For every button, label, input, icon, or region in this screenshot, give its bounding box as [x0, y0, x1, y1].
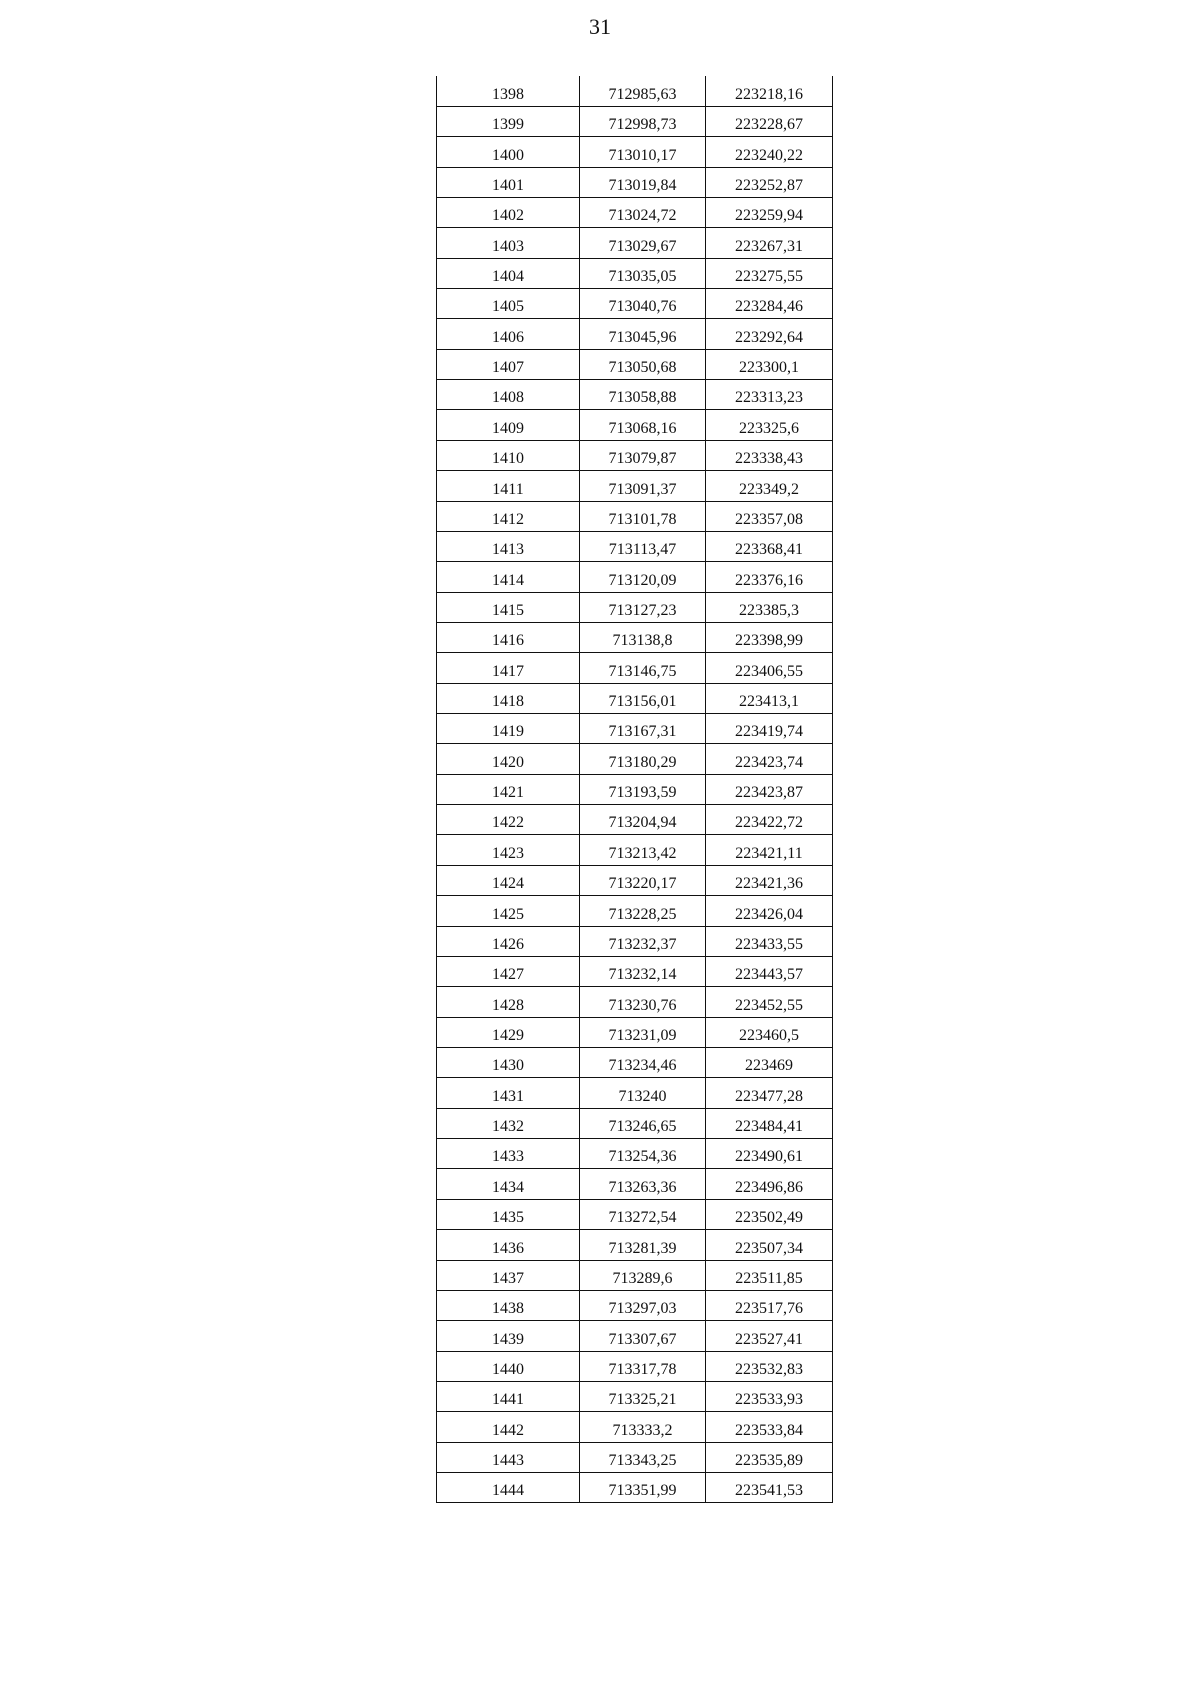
- x-coordinate-cell: 713045,96: [580, 319, 706, 349]
- y-coordinate-cell: 223477,28: [706, 1078, 833, 1108]
- y-coordinate-cell: 223421,11: [706, 835, 833, 865]
- point-number-cell: 1399: [437, 106, 580, 136]
- table-row: [437, 1048, 833, 1078]
- y-coordinate-cell: 223511,85: [706, 1260, 833, 1290]
- x-coordinate-cell: 713091,37: [580, 471, 706, 501]
- point-number-cell: 1426: [437, 926, 580, 956]
- table-row: [437, 380, 833, 410]
- point-number-cell: 1421: [437, 774, 580, 804]
- table-row: [437, 1139, 833, 1169]
- y-coordinate-cell: 223325,6: [706, 410, 833, 440]
- table-row: [437, 622, 833, 652]
- table-row: [437, 926, 833, 956]
- y-coordinate-cell: 223532,83: [706, 1351, 833, 1381]
- table-row: [437, 1351, 833, 1381]
- table-row: [437, 228, 833, 258]
- page-number: 31: [589, 14, 611, 39]
- x-coordinate-cell: 713010,17: [580, 137, 706, 167]
- table-row: [437, 289, 833, 319]
- y-coordinate-cell: 223240,22: [706, 137, 833, 167]
- point-number-cell: 1434: [437, 1169, 580, 1199]
- point-number-cell: 1406: [437, 319, 580, 349]
- y-coordinate-cell: 223423,87: [706, 774, 833, 804]
- point-number-cell: 1427: [437, 956, 580, 986]
- point-number-cell: 1431: [437, 1078, 580, 1108]
- y-coordinate-cell: 223502,49: [706, 1199, 833, 1229]
- table-row: [437, 1078, 833, 1108]
- point-number-cell: 1430: [437, 1048, 580, 1078]
- table-row: [437, 137, 833, 167]
- point-number-cell: 1442: [437, 1412, 580, 1442]
- point-number-cell: 1412: [437, 501, 580, 531]
- table-row: [437, 1260, 833, 1290]
- table-row: [437, 956, 833, 986]
- x-coordinate-cell: 713050,68: [580, 349, 706, 379]
- point-number-cell: 1403: [437, 228, 580, 258]
- table-row: [437, 471, 833, 501]
- point-number-cell: 1407: [437, 349, 580, 379]
- point-number-cell: 1413: [437, 531, 580, 561]
- table-row: [437, 440, 833, 470]
- y-coordinate-cell: 223484,41: [706, 1108, 833, 1138]
- table-row: [437, 1473, 833, 1503]
- point-number-cell: 1439: [437, 1321, 580, 1351]
- x-coordinate-cell: 713351,99: [580, 1473, 706, 1503]
- table-row: [437, 167, 833, 197]
- y-coordinate-cell: 223313,23: [706, 380, 833, 410]
- x-coordinate-cell: 713019,84: [580, 167, 706, 197]
- x-coordinate-cell: 713317,78: [580, 1351, 706, 1381]
- x-coordinate-cell: 713079,87: [580, 440, 706, 470]
- point-number-cell: 1415: [437, 592, 580, 622]
- x-coordinate-cell: 713204,94: [580, 805, 706, 835]
- table-row: [437, 1412, 833, 1442]
- table-row: [437, 683, 833, 713]
- x-coordinate-cell: 713220,17: [580, 865, 706, 895]
- y-coordinate-cell: 223496,86: [706, 1169, 833, 1199]
- point-number-cell: 1441: [437, 1381, 580, 1411]
- x-coordinate-cell: 713234,46: [580, 1048, 706, 1078]
- table-row: [437, 349, 833, 379]
- point-number-cell: 1435: [437, 1199, 580, 1229]
- table-row: [437, 896, 833, 926]
- y-coordinate-cell: 223443,57: [706, 956, 833, 986]
- table-row: [437, 531, 833, 561]
- point-number-cell: 1411: [437, 471, 580, 501]
- table-row: [437, 1169, 833, 1199]
- table-row: [437, 865, 833, 895]
- table-row: [437, 197, 833, 227]
- table-row: [437, 1017, 833, 1047]
- x-coordinate-cell: 713146,75: [580, 653, 706, 683]
- y-coordinate-cell: 223460,5: [706, 1017, 833, 1047]
- table-row: [437, 562, 833, 592]
- table-row: [437, 1230, 833, 1260]
- point-number-cell: 1418: [437, 683, 580, 713]
- table-row: [437, 1381, 833, 1411]
- x-coordinate-cell: 713138,8: [580, 622, 706, 652]
- x-coordinate-cell: 713307,67: [580, 1321, 706, 1351]
- y-coordinate-cell: 223419,74: [706, 714, 833, 744]
- table-row: [437, 714, 833, 744]
- point-number-cell: 1420: [437, 744, 580, 774]
- x-coordinate-cell: 713246,65: [580, 1108, 706, 1138]
- table-row: [437, 835, 833, 865]
- y-coordinate-cell: 223275,55: [706, 258, 833, 288]
- table-row: [437, 501, 833, 531]
- y-coordinate-cell: 223406,55: [706, 653, 833, 683]
- y-coordinate-cell: 223284,46: [706, 289, 833, 319]
- x-coordinate-cell: 712998,73: [580, 106, 706, 136]
- point-number-cell: 1400: [437, 137, 580, 167]
- x-coordinate-cell: 713127,23: [580, 592, 706, 622]
- y-coordinate-cell: 223218,16: [706, 76, 833, 106]
- point-number-cell: 1436: [437, 1230, 580, 1260]
- x-coordinate-cell: 712985,63: [580, 76, 706, 106]
- y-coordinate-cell: 223452,55: [706, 987, 833, 1017]
- y-coordinate-cell: 223252,87: [706, 167, 833, 197]
- point-number-cell: 1401: [437, 167, 580, 197]
- point-number-cell: 1417: [437, 653, 580, 683]
- x-coordinate-cell: 713281,39: [580, 1230, 706, 1260]
- x-coordinate-cell: 713297,03: [580, 1290, 706, 1320]
- y-coordinate-cell: 223349,2: [706, 471, 833, 501]
- point-number-cell: 1423: [437, 835, 580, 865]
- x-coordinate-cell: 713213,42: [580, 835, 706, 865]
- y-coordinate-cell: 223421,36: [706, 865, 833, 895]
- point-number-cell: 1416: [437, 622, 580, 652]
- x-coordinate-cell: 713180,29: [580, 744, 706, 774]
- table-row: [437, 1321, 833, 1351]
- x-coordinate-cell: 713232,37: [580, 926, 706, 956]
- y-coordinate-cell: 223469: [706, 1048, 833, 1078]
- y-coordinate-cell: 223517,76: [706, 1290, 833, 1320]
- y-coordinate-cell: 223527,41: [706, 1321, 833, 1351]
- y-coordinate-cell: 223507,34: [706, 1230, 833, 1260]
- point-number-cell: 1432: [437, 1108, 580, 1138]
- x-coordinate-cell: 713040,76: [580, 289, 706, 319]
- y-coordinate-cell: 223422,72: [706, 805, 833, 835]
- x-coordinate-cell: 713343,25: [580, 1442, 706, 1472]
- point-number-cell: 1408: [437, 380, 580, 410]
- y-coordinate-cell: 223376,16: [706, 562, 833, 592]
- y-coordinate-cell: 223228,67: [706, 106, 833, 136]
- table-row: [437, 744, 833, 774]
- x-coordinate-cell: 713035,05: [580, 258, 706, 288]
- x-coordinate-cell: 713240: [580, 1078, 706, 1108]
- table-row: [437, 76, 833, 106]
- point-number-cell: 1410: [437, 440, 580, 470]
- y-coordinate-cell: 223433,55: [706, 926, 833, 956]
- y-coordinate-cell: 223423,74: [706, 744, 833, 774]
- coordinates-table: [436, 76, 833, 1503]
- table-row: [437, 106, 833, 136]
- y-coordinate-cell: 223413,1: [706, 683, 833, 713]
- y-coordinate-cell: 223292,64: [706, 319, 833, 349]
- y-coordinate-cell: 223398,99: [706, 622, 833, 652]
- y-coordinate-cell: 223368,41: [706, 531, 833, 561]
- y-coordinate-cell: 223338,43: [706, 440, 833, 470]
- y-coordinate-cell: 223357,08: [706, 501, 833, 531]
- y-coordinate-cell: 223541,53: [706, 1473, 833, 1503]
- table-row: [437, 805, 833, 835]
- point-number-cell: 1433: [437, 1139, 580, 1169]
- point-number-cell: 1405: [437, 289, 580, 319]
- x-coordinate-cell: 713101,78: [580, 501, 706, 531]
- point-number-cell: 1409: [437, 410, 580, 440]
- y-coordinate-cell: 223533,84: [706, 1412, 833, 1442]
- point-number-cell: 1429: [437, 1017, 580, 1047]
- x-coordinate-cell: 713289,6: [580, 1260, 706, 1290]
- point-number-cell: 1440: [437, 1351, 580, 1381]
- x-coordinate-cell: 713272,54: [580, 1199, 706, 1229]
- y-coordinate-cell: 223267,31: [706, 228, 833, 258]
- table-row: [437, 1442, 833, 1472]
- x-coordinate-cell: 713156,01: [580, 683, 706, 713]
- x-coordinate-cell: 713167,31: [580, 714, 706, 744]
- point-number-cell: 1398: [437, 76, 580, 106]
- table-row: [437, 1108, 833, 1138]
- x-coordinate-cell: 713024,72: [580, 197, 706, 227]
- point-number-cell: 1437: [437, 1260, 580, 1290]
- point-number-cell: 1414: [437, 562, 580, 592]
- x-coordinate-cell: 713230,76: [580, 987, 706, 1017]
- point-number-cell: 1422: [437, 805, 580, 835]
- table-row: [437, 319, 833, 349]
- x-coordinate-cell: 713120,09: [580, 562, 706, 592]
- x-coordinate-cell: 713263,36: [580, 1169, 706, 1199]
- x-coordinate-cell: 713113,47: [580, 531, 706, 561]
- x-coordinate-cell: 713254,36: [580, 1139, 706, 1169]
- point-number-cell: 1425: [437, 896, 580, 926]
- point-number-cell: 1444: [437, 1473, 580, 1503]
- point-number-cell: 1438: [437, 1290, 580, 1320]
- table-row: [437, 410, 833, 440]
- point-number-cell: 1402: [437, 197, 580, 227]
- x-coordinate-cell: 713068,16: [580, 410, 706, 440]
- x-coordinate-cell: 713029,67: [580, 228, 706, 258]
- coordinates-table-body: [437, 76, 833, 1503]
- table-row: [437, 258, 833, 288]
- point-number-cell: 1424: [437, 865, 580, 895]
- y-coordinate-cell: 223426,04: [706, 896, 833, 926]
- x-coordinate-cell: 713333,2: [580, 1412, 706, 1442]
- y-coordinate-cell: 223533,93: [706, 1381, 833, 1411]
- table-row: [437, 987, 833, 1017]
- table-row: [437, 592, 833, 622]
- y-coordinate-cell: 223259,94: [706, 197, 833, 227]
- y-coordinate-cell: 223490,61: [706, 1139, 833, 1169]
- y-coordinate-cell: 223300,1: [706, 349, 833, 379]
- x-coordinate-cell: 713058,88: [580, 380, 706, 410]
- x-coordinate-cell: 713228,25: [580, 896, 706, 926]
- y-coordinate-cell: 223385,3: [706, 592, 833, 622]
- y-coordinate-cell: 223535,89: [706, 1442, 833, 1472]
- table-row: [437, 774, 833, 804]
- point-number-cell: 1443: [437, 1442, 580, 1472]
- x-coordinate-cell: 713325,21: [580, 1381, 706, 1411]
- table-row: [437, 1290, 833, 1320]
- table-row: [437, 1199, 833, 1229]
- point-number-cell: 1419: [437, 714, 580, 744]
- x-coordinate-cell: 713231,09: [580, 1017, 706, 1047]
- x-coordinate-cell: 713232,14: [580, 956, 706, 986]
- point-number-cell: 1428: [437, 987, 580, 1017]
- point-number-cell: 1404: [437, 258, 580, 288]
- table-row: [437, 653, 833, 683]
- x-coordinate-cell: 713193,59: [580, 774, 706, 804]
